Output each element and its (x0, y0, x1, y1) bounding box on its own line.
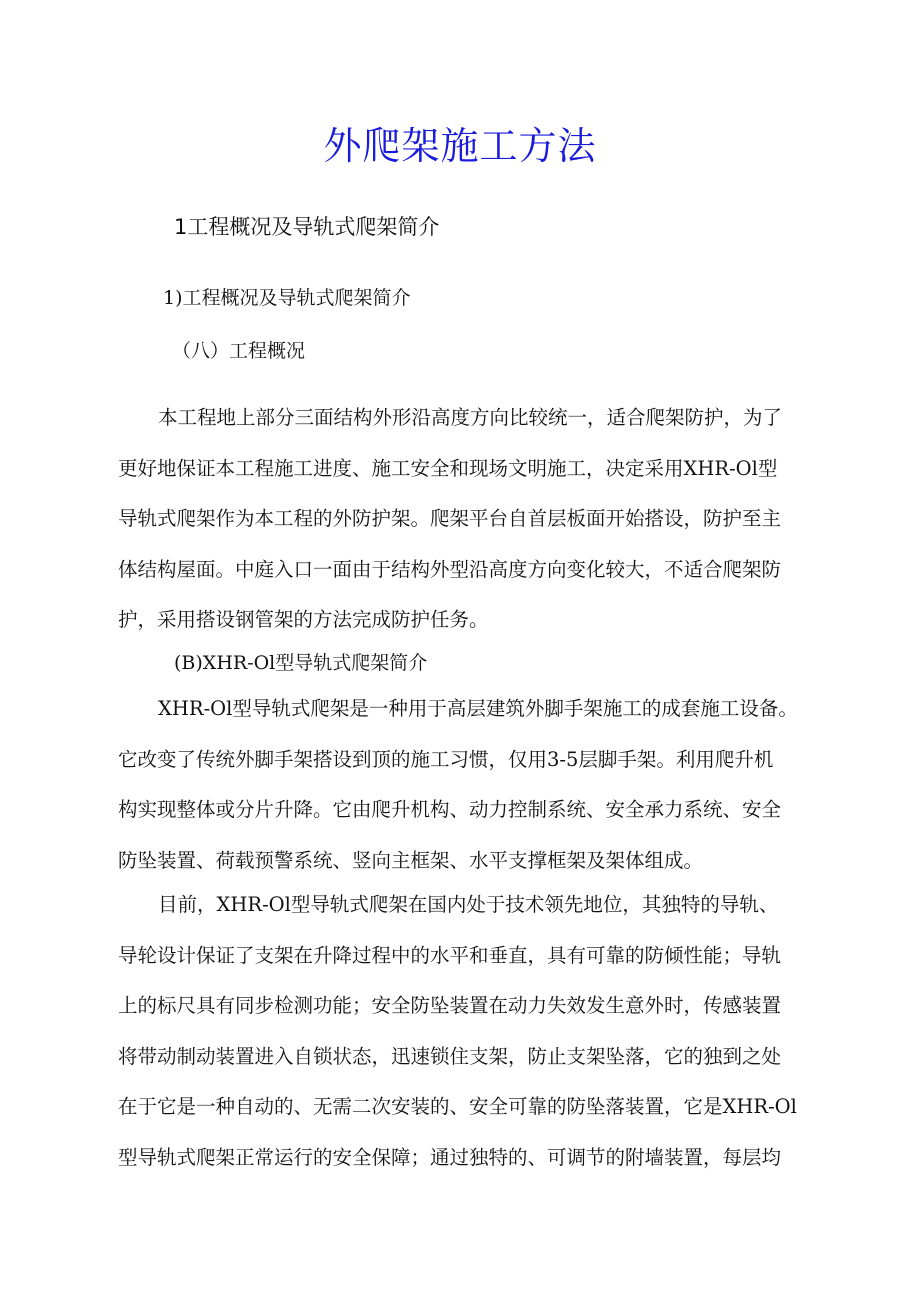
paragraph-line: 上的标尺具有同步检测功能；安全防坠装置在动力失效发生意外时，传感装置 (118, 994, 782, 1017)
paragraph-line: XHR-Ol型导轨式爬架是一种用于高层建筑外脚手架施工的成套施工设备。 (158, 697, 798, 720)
paragraph-line: 构实现整体或分片升降。它由爬升机构、动力控制系统、安全承力系统、安全 (118, 798, 782, 821)
paragraph-line: 防坠装置、荷载预警系统、竖向主框架、水平支撑框架及架体组成。 (118, 848, 704, 872)
document-title: 外爬架施工方法 (323, 124, 597, 168)
subsection-a-heading: （八）工程概况 (172, 340, 306, 362)
paragraph-line: 导轨式爬架作为本工程的外防护架。爬架平台自首层板面开始搭设，防护至主 (118, 507, 782, 530)
paragraph-scaffold-features (118, 880, 818, 1183)
paragraph-line: 本工程地上部分三面结构外形沿高度方向比较统一，适合爬架防护，为了 (158, 406, 783, 429)
paragraph-line: 将带动制动装置进入自锁状态，迅速锁住支架，防止支架坠落，它的独到之处 (118, 1044, 782, 1068)
paragraph-line: 在于它是一种自动的、无需二次安装的、安全可靠的防坠落装置，它是XHR-Ol (118, 1095, 797, 1118)
subsection-heading: 1)工程概况及导轨式爬架简介 (163, 287, 411, 309)
paragraph-line: 更好地保证本工程施工进度、施工安全和现场文明施工，决定采用XHR-Ol型 (118, 456, 778, 480)
paragraph-line: 导轮设计保证了支架在升降过程中的水平和垂直，具有可靠的防倾性能；导轨 (118, 943, 782, 967)
section-heading: 1工程概况及导轨式爬架简介 (174, 215, 440, 239)
paragraph-line: 目前，XHR-Ol型导轨式爬架在国内处于技术领先地位，其独特的导轨、 (158, 893, 779, 916)
subsection-b-heading: (B)XHR-Ol型导轨式爬架简介 (174, 652, 428, 674)
paragraph-line: 体结构屋面。中庭入口一面由于结构外型沿高度方向变化较大，不适合爬架防 (118, 557, 782, 581)
paragraph-line: 型导轨式爬架正常运行的安全保障；通过独特的、可调节的附墙装置，每层均 (118, 1145, 782, 1169)
paragraph-project-overview (118, 393, 818, 646)
paragraph-scaffold-intro (118, 684, 818, 886)
paragraph-line: 它改变了传统外脚手架搭设到顶的施工习惯，仅用3-5层脚手架。利用爬升机 (118, 747, 774, 771)
paragraph-line: 护，采用搭设钢管架的方法完成防护任务。 (118, 608, 489, 631)
